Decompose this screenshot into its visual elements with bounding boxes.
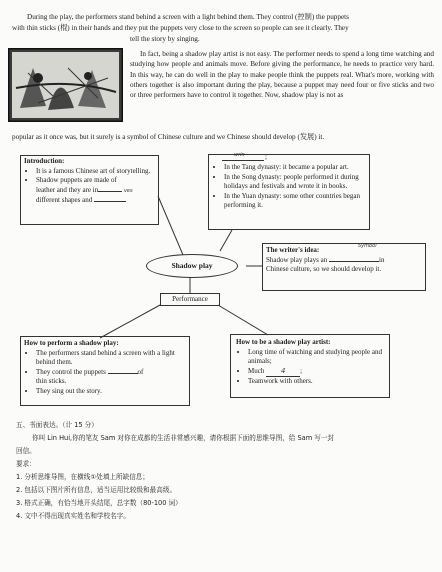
passage-paragraph: In fact, being a shadow play artist is not easy. The performer needs to spend a long time watching and studying how people and animals move. Before giving the performance, he needs to practice very hard. In this way, he can do well in the play to make people think the puppets real. What's more, working with others together is also important during the play, because a puppet may need four or five sticks and two or three performers have to control it together. Now, shadow play is not as xyxy=(130,50,434,100)
how-to-be-artist-content xyxy=(236,338,388,387)
list-item: • Long time of watching and studying people and animals; xyxy=(248,348,388,367)
handwritten-note: wrin xyxy=(234,152,245,158)
requirement-item: 2. 包括以下图片所有信息，适当运用比较级和最高级。 xyxy=(16,486,177,494)
list-item: • In the Tang dynasty: it became a popular art. xyxy=(224,163,368,173)
requirements-title: 要求： xyxy=(16,460,36,468)
shadow-play-center-node: Shadow play xyxy=(146,254,238,278)
writers-idea-content: The writer's idea: Symbol Shadow play plays an in Chinese culture, so we should develop it. xyxy=(266,246,424,275)
passage-line: popular as it once was, but it surely is a symbol of Chinese culture and we Chinese should develop (发展) it. xyxy=(12,133,325,141)
passage-line: tell the story by singing. xyxy=(130,35,200,43)
answer-blank[interactable] xyxy=(222,153,264,161)
passage-line: with thin sticks (棍) in their hands and they put the puppets very close to the screen so people can see it clearly. They xyxy=(12,24,349,32)
writers-idea-title: The writer's idea: xyxy=(266,246,320,254)
writing-prompt: 回信。 xyxy=(16,447,36,455)
list-item: • Teamwork with others. xyxy=(248,377,388,387)
how-to-be-artist-title: How to be a shadow play artist: xyxy=(236,338,331,346)
how-to-perform-title: How to perform a shadow play: xyxy=(24,339,119,347)
writing-prompt: 你叫 Lin Hui,你的笔友 Sam 对你在成都的生活非常感兴趣，请你根据下面的思维导图，给 Sam 写一封 xyxy=(32,434,334,442)
performance-node: Performance xyxy=(160,293,220,306)
introduction-content xyxy=(24,157,156,206)
list-item: • The performers stand behind a screen with a light behind them. xyxy=(36,349,188,368)
list-item: • In the Yuan dynasty: some other countries began performing it. xyxy=(224,192,368,211)
list-item: • They control the puppets of thin sticks. xyxy=(36,368,188,387)
list-item: • Shadow puppets are made of leather and they are in ves different shapes and xyxy=(36,176,156,206)
answer-blank[interactable] xyxy=(98,191,122,192)
requirement-item: 4. 文中不得出现真实姓名和学校名字。 xyxy=(16,512,130,520)
requirement-item: 1. 分析思维导图，在横线①处填上所缺信息； xyxy=(16,473,149,481)
how-to-perform-content xyxy=(24,339,188,397)
colon: ; xyxy=(265,153,267,161)
list-item: • They sing out the story. xyxy=(36,387,188,397)
passage-line: During the play, the performers stand behind a screen with a light behind them. They control (控制) the puppets xyxy=(27,13,349,21)
answer-blank[interactable] xyxy=(108,373,138,374)
history-content xyxy=(212,153,368,211)
list-item: • In the Song dynasty: people performed it during holidays and festivals and wrote it in books. xyxy=(224,173,368,192)
answer-blank[interactable] xyxy=(329,261,379,262)
answer-blank-filled[interactable]: 4 xyxy=(266,367,300,378)
handwritten-note: Symbol xyxy=(358,243,377,249)
writers-idea-line: Chinese culture, so we should develop it. xyxy=(266,265,382,274)
section-heading: 五、书面表达。（计 15 分） xyxy=(16,421,98,429)
requirement-item: 3. 格式正确，有恰当地开头结尾，总字数（80-100 词） xyxy=(16,499,182,507)
list-item: • It is a famous Chinese art of storytelling. xyxy=(36,167,156,177)
introduction-title: Introduction: xyxy=(24,157,65,165)
list-item: • Much 4 ; xyxy=(248,367,388,378)
answer-blank[interactable] xyxy=(94,201,126,202)
handwritten-note: ves xyxy=(123,187,133,194)
